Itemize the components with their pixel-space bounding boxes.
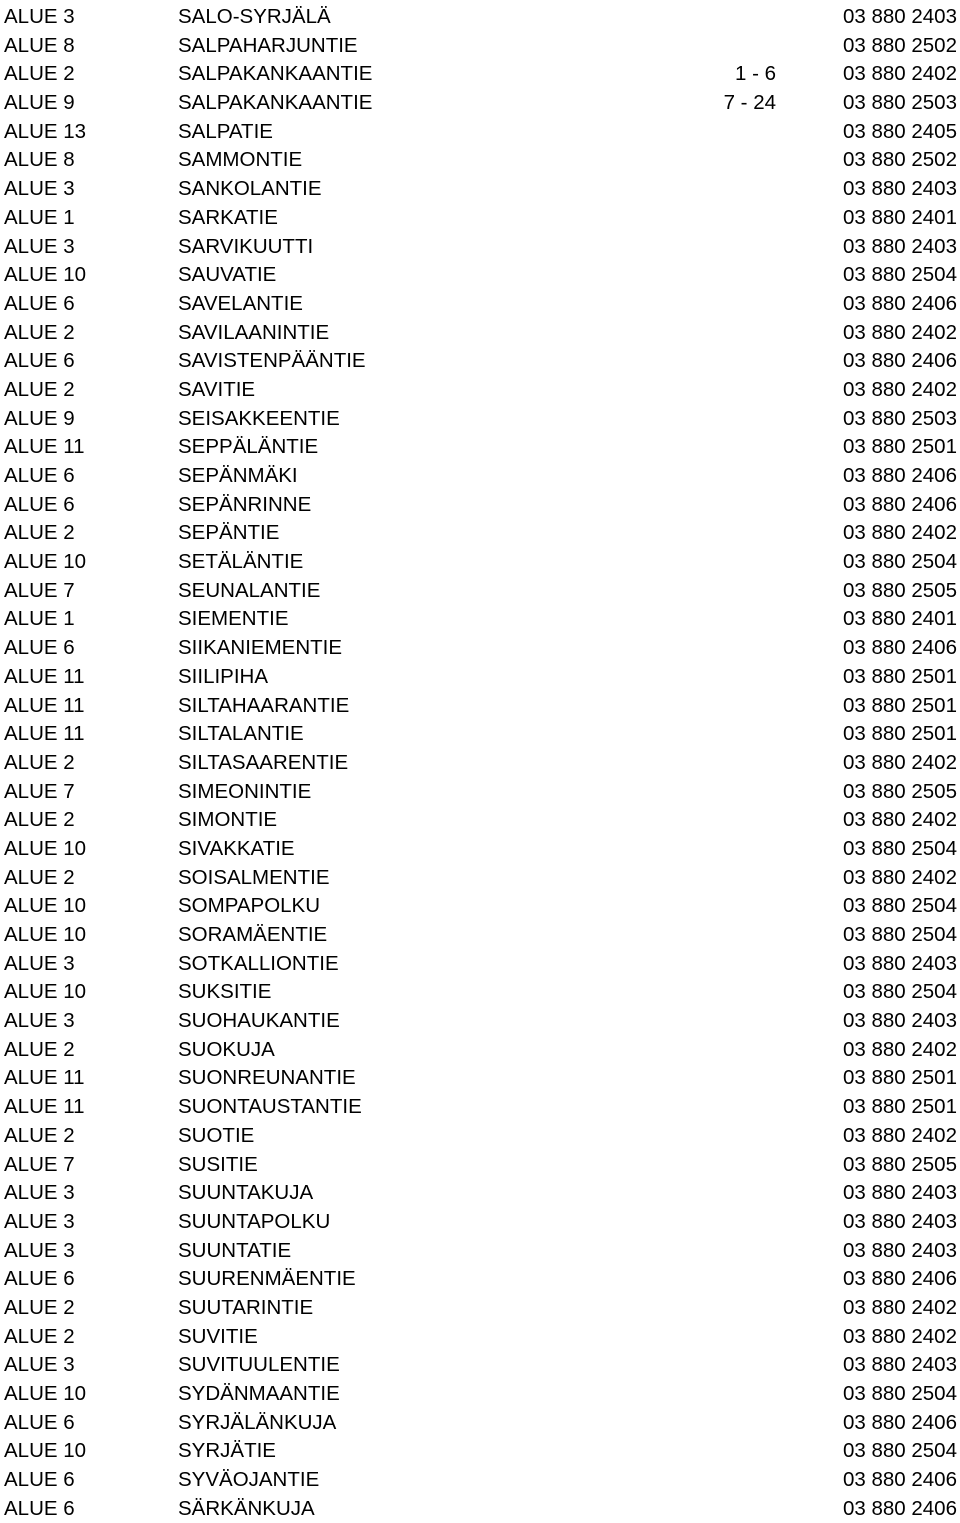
street-name: SAVILAANINTIE <box>178 320 330 344</box>
area-label: ALUE 9 <box>4 406 75 430</box>
street-name: SAUVATIE <box>178 263 277 287</box>
street-name: SEUNALANTIE <box>178 578 321 602</box>
phone-number: 03 880 2402 <box>842 320 957 344</box>
street-name: SÄRKÄNKUJA <box>178 1496 315 1520</box>
phone-number: 03 880 2402 <box>842 865 957 889</box>
phone-number: 03 880 2503 <box>842 406 957 430</box>
area-label: ALUE 6 <box>4 1496 75 1520</box>
list-item <box>0 146 960 175</box>
list-item <box>0 605 960 634</box>
list-item <box>0 663 960 692</box>
street-name: SUOTIE <box>178 1123 255 1147</box>
street-name: SORAMÄENTIE <box>178 923 328 946</box>
list-item <box>0 720 960 749</box>
list-item <box>0 233 960 262</box>
area-label: ALUE 10 <box>4 923 87 946</box>
street-name: SIVAKKATIE <box>178 836 295 860</box>
phone-number: 03 880 2402 <box>842 808 957 832</box>
street-name: SIIKANIEMENTIE <box>178 636 343 660</box>
street-name: SIMONTIE <box>178 808 278 832</box>
area-label: ALUE 8 <box>4 148 75 172</box>
phone-number: 03 880 2406 <box>842 1496 957 1520</box>
area-label: ALUE 2 <box>4 1324 75 1348</box>
list-item <box>0 749 960 778</box>
area-label: ALUE 3 <box>4 1209 75 1233</box>
street-name: SUONREUNANTIE <box>178 1066 356 1090</box>
list-item <box>0 835 960 864</box>
area-label: ALUE 3 <box>4 1353 75 1377</box>
list-item <box>0 519 960 548</box>
street-name: SIILIPIHA <box>178 664 269 688</box>
street-name: SUUNTAPOLKU <box>178 1209 331 1233</box>
phone-number: 03 880 2403 <box>842 5 957 28</box>
phone-number: 03 880 2403 <box>842 1009 957 1033</box>
area-label: ALUE 8 <box>4 33 75 57</box>
street-name: SALPAKANKAANTIE <box>178 62 373 86</box>
list-item <box>0 1179 960 1208</box>
area-label: ALUE 3 <box>4 951 75 975</box>
area-label: ALUE 11 <box>4 1066 85 1090</box>
phone-number: 03 880 2502 <box>842 148 957 172</box>
list-item <box>0 319 960 348</box>
area-label: ALUE 6 <box>4 1267 75 1291</box>
phone-number: 03 880 2504 <box>842 550 957 574</box>
phone-number: 03 880 2403 <box>842 951 957 975</box>
house-number-range: 7 - 24 <box>723 91 776 115</box>
area-label: ALUE 10 <box>4 894 87 918</box>
area-label: ALUE 11 <box>4 664 85 688</box>
list-item <box>0 1294 960 1323</box>
list-item <box>0 1208 960 1237</box>
street-name: SYRJÄTIE <box>178 1439 276 1463</box>
area-label: ALUE 2 <box>4 62 75 86</box>
street-name: SUSITIE <box>178 1152 258 1176</box>
street-name: SYDÄNMAANTIE <box>178 1382 340 1405</box>
area-label: ALUE 6 <box>4 636 75 660</box>
phone-number: 03 880 2504 <box>842 1439 957 1463</box>
list-item <box>0 261 960 290</box>
street-name: SILTALANTIE <box>178 722 304 746</box>
area-label: ALUE 11 <box>4 1095 85 1119</box>
street-name: SAVITIE <box>178 377 256 401</box>
phone-number: 03 880 2501 <box>842 693 957 717</box>
street-name: SUKSITIE <box>178 980 272 1004</box>
area-label: ALUE 11 <box>4 435 85 459</box>
street-name: SETÄLÄNTIE <box>178 550 304 574</box>
street-name: SUOHAUKANTIE <box>178 1009 340 1033</box>
phone-number: 03 880 2504 <box>842 263 957 287</box>
phone-number: 03 880 2504 <box>842 894 957 918</box>
phone-number: 03 880 2402 <box>842 62 957 86</box>
phone-number: 03 880 2406 <box>842 291 957 315</box>
list-item <box>0 864 960 893</box>
street-name: SUVITUULENTIE <box>178 1353 340 1377</box>
phone-number: 03 880 2402 <box>842 1037 957 1061</box>
phone-number: 03 880 2501 <box>842 1066 957 1090</box>
area-label: ALUE 3 <box>4 5 75 28</box>
area-label: ALUE 6 <box>4 291 75 315</box>
list-item <box>0 290 960 319</box>
area-label: ALUE 3 <box>4 1009 75 1033</box>
list-item <box>0 491 960 520</box>
street-name: SARVIKUUTTI <box>178 234 314 258</box>
area-label: ALUE 2 <box>4 521 75 545</box>
area-label: ALUE 2 <box>4 750 75 774</box>
phone-number: 03 880 2504 <box>842 923 957 946</box>
list-item <box>0 778 960 807</box>
area-label: ALUE 2 <box>4 377 75 401</box>
phone-number: 03 880 2401 <box>842 607 957 631</box>
street-name: SOISALMENTIE <box>178 865 330 889</box>
street-name: SYVÄOJANTIE <box>178 1468 320 1492</box>
phone-number: 03 880 2402 <box>842 377 957 401</box>
area-label: ALUE 6 <box>4 349 75 373</box>
area-label: ALUE 2 <box>4 1123 75 1147</box>
area-label: ALUE 10 <box>4 836 87 860</box>
list-item <box>0 3 960 32</box>
phone-number: 03 880 2403 <box>842 1238 957 1262</box>
list-item <box>0 978 960 1007</box>
phone-number: 03 880 2403 <box>842 1353 957 1377</box>
phone-number: 03 880 2501 <box>842 664 957 688</box>
list-item <box>0 118 960 147</box>
street-name: SEPÄNMÄKI <box>178 464 298 487</box>
list-item <box>0 1093 960 1122</box>
street-name: SARKATIE <box>178 205 278 229</box>
area-label: ALUE 3 <box>4 1181 75 1205</box>
list-item <box>0 692 960 721</box>
phone-number: 03 880 2401 <box>842 205 957 229</box>
list-item <box>0 462 960 491</box>
phone-number: 03 880 2406 <box>842 1267 957 1291</box>
list-item <box>0 376 960 405</box>
list-item <box>0 950 960 979</box>
street-name: SEPÄNTIE <box>178 521 280 545</box>
list-item <box>0 1237 960 1266</box>
phone-number: 03 880 2505 <box>842 1152 957 1176</box>
phone-number: 03 880 2403 <box>842 177 957 201</box>
list-item <box>0 921 960 950</box>
list-item <box>0 433 960 462</box>
street-name: SALO-SYRJÄLÄ <box>178 5 331 28</box>
area-label: ALUE 9 <box>4 91 75 115</box>
area-label: ALUE 3 <box>4 177 75 201</box>
house-number-range: 1 - 6 <box>734 62 776 86</box>
street-name: SUVITIE <box>178 1324 258 1348</box>
phone-number: 03 880 2406 <box>842 464 957 487</box>
street-name: SAMMONTIE <box>178 148 303 172</box>
phone-number: 03 880 2504 <box>842 1382 957 1405</box>
street-name: SAVISTENPÄÄNTIE <box>178 349 366 373</box>
phone-number: 03 880 2406 <box>842 1468 957 1492</box>
area-label: ALUE 2 <box>4 1295 75 1319</box>
phone-number: 03 880 2402 <box>842 1123 957 1147</box>
street-name: SILTAHAARANTIE <box>178 693 350 717</box>
area-label: ALUE 6 <box>4 1410 75 1434</box>
phone-number: 03 880 2403 <box>842 1181 957 1205</box>
street-name: SOTKALLIONTIE <box>178 951 339 975</box>
list-item <box>0 577 960 606</box>
phone-number: 03 880 2504 <box>842 980 957 1004</box>
phone-number: 03 880 2403 <box>842 234 957 258</box>
phone-number: 03 880 2403 <box>842 1209 957 1233</box>
phone-number: 03 880 2402 <box>842 750 957 774</box>
list-item <box>0 548 960 577</box>
street-name: SEPPÄLÄNTIE <box>178 435 319 459</box>
area-label: ALUE 7 <box>4 779 75 803</box>
area-label: ALUE 10 <box>4 1439 87 1463</box>
phone-number: 03 880 2505 <box>842 578 957 602</box>
street-name: SEPÄNRINNE <box>178 492 312 516</box>
list-item <box>0 89 960 118</box>
list-item <box>0 1437 960 1466</box>
list-item <box>0 1409 960 1438</box>
list-item <box>0 1265 960 1294</box>
street-name: SUUTARINTIE <box>178 1295 314 1319</box>
phone-number: 03 880 2503 <box>842 91 957 115</box>
phone-number: 03 880 2402 <box>842 521 957 545</box>
area-label: ALUE 2 <box>4 865 75 889</box>
phone-number: 03 880 2406 <box>842 636 957 660</box>
street-name: SOMPAPOLKU <box>178 894 321 918</box>
phone-number: 03 880 2402 <box>842 1324 957 1348</box>
street-name: SUUNTATIE <box>178 1238 292 1262</box>
area-label: ALUE 6 <box>4 1468 75 1492</box>
list-item <box>0 175 960 204</box>
list-item <box>0 1007 960 1036</box>
area-label: ALUE 10 <box>4 1382 87 1405</box>
phone-number: 03 880 2501 <box>842 722 957 746</box>
area-label: ALUE 6 <box>4 492 75 516</box>
area-label: ALUE 11 <box>4 722 85 746</box>
list-item <box>0 32 960 61</box>
area-label: ALUE 6 <box>4 464 75 487</box>
area-label: ALUE 3 <box>4 234 75 258</box>
street-name: SILTASAARENTIE <box>178 750 349 774</box>
area-label: ALUE 2 <box>4 1037 75 1061</box>
list-item <box>0 1380 960 1409</box>
phone-number: 03 880 2405 <box>842 119 957 143</box>
list-item <box>0 405 960 434</box>
area-label: ALUE 10 <box>4 550 87 574</box>
list-item <box>0 634 960 663</box>
street-name: SUONTAUSTANTIE <box>178 1095 362 1119</box>
phone-number: 03 880 2406 <box>842 492 957 516</box>
street-name: SIEMENTIE <box>178 607 289 631</box>
area-label: ALUE 1 <box>4 607 75 631</box>
street-name: SYRJÄLÄNKUJA <box>178 1410 337 1434</box>
area-label: ALUE 2 <box>4 808 75 832</box>
street-name: SUUNTAKUJA <box>178 1181 314 1205</box>
area-label: ALUE 7 <box>4 578 75 602</box>
list-item <box>0 204 960 233</box>
list-item <box>0 60 960 89</box>
area-label: ALUE 3 <box>4 1238 75 1262</box>
area-label: ALUE 10 <box>4 980 87 1004</box>
street-name: SALPAKANKAANTIE <box>178 91 373 115</box>
street-name: SIMEONINTIE <box>178 779 312 803</box>
street-name: SAVELANTIE <box>178 291 303 315</box>
phone-number: 03 880 2501 <box>842 435 957 459</box>
list-item <box>0 1151 960 1180</box>
list-item <box>0 806 960 835</box>
phone-number: 03 880 2501 <box>842 1095 957 1119</box>
list-item <box>0 1351 960 1380</box>
list-item <box>0 347 960 376</box>
area-label: ALUE 10 <box>4 263 87 287</box>
area-label: ALUE 7 <box>4 1152 75 1176</box>
list-item <box>0 1466 960 1495</box>
street-name: SALPATIE <box>178 119 273 143</box>
area-label: ALUE 1 <box>4 205 75 229</box>
phone-number: 03 880 2406 <box>842 1410 957 1434</box>
phone-number: 03 880 2505 <box>842 779 957 803</box>
phone-number: 03 880 2402 <box>842 1295 957 1319</box>
list-item <box>0 1122 960 1151</box>
list-item <box>0 892 960 921</box>
street-name: SALPAHARJUNTIE <box>178 33 358 57</box>
street-name: SUOKUJA <box>178 1037 275 1061</box>
phone-number: 03 880 2502 <box>842 33 957 57</box>
street-name: SUURENMÄENTIE <box>178 1267 356 1291</box>
list-item <box>0 1064 960 1093</box>
street-name: SEISAKKEENTIE <box>178 406 340 430</box>
phone-number: 03 880 2504 <box>842 836 957 860</box>
phone-number: 03 880 2406 <box>842 349 957 373</box>
list-item <box>0 1036 960 1065</box>
street-name: SANKOLANTIE <box>178 177 322 201</box>
area-label: ALUE 11 <box>4 693 85 717</box>
area-label: ALUE 13 <box>4 119 87 143</box>
list-item <box>0 1495 960 1523</box>
list-item <box>0 1323 960 1352</box>
area-label: ALUE 2 <box>4 320 75 344</box>
